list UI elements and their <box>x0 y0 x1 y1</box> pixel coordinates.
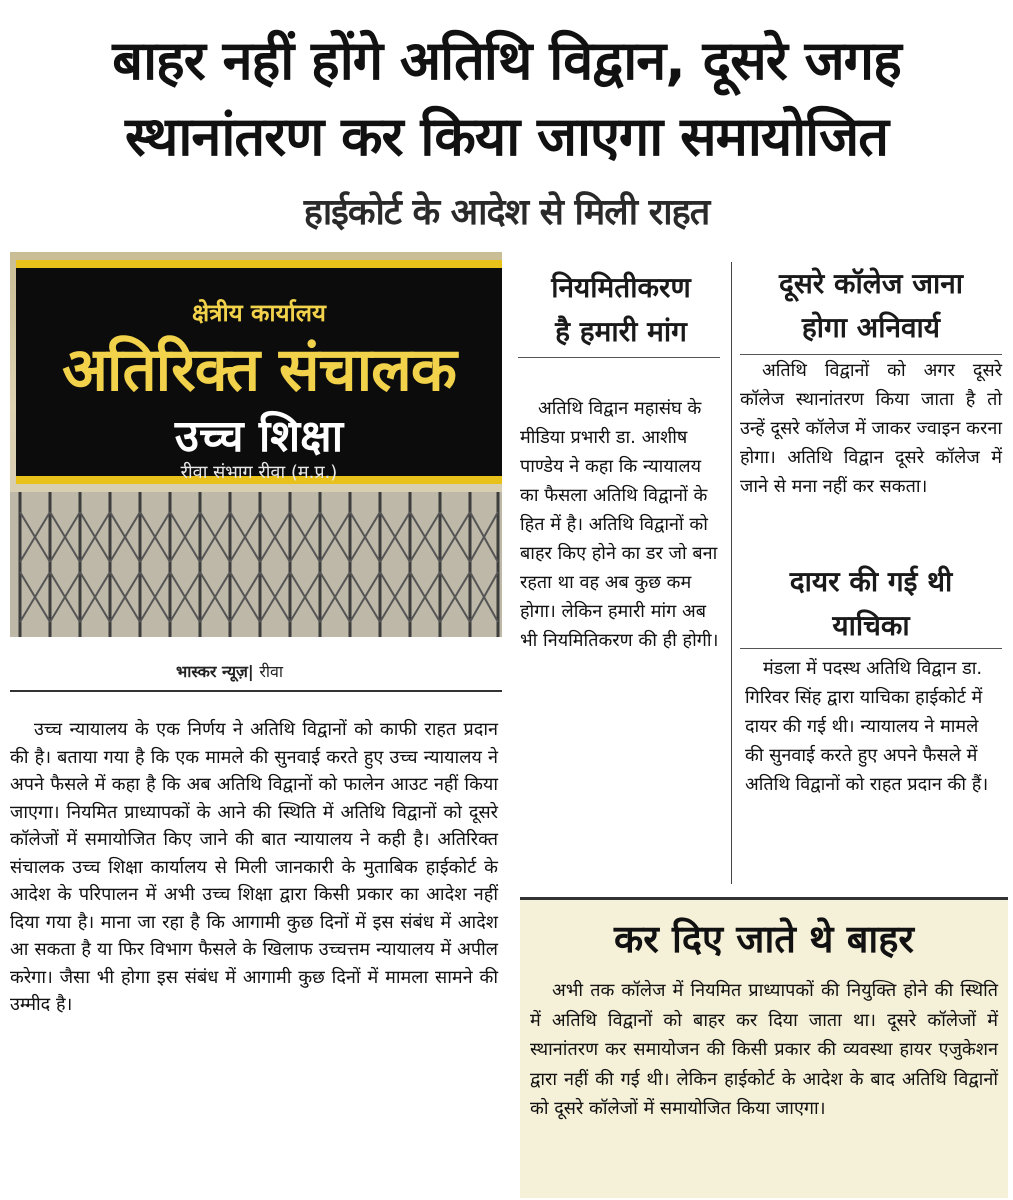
right-heading-2-divider <box>740 648 1002 649</box>
middle-column-heading <box>515 266 727 354</box>
main-article-body: उच्च न्यायालय के एक निर्णय ने अतिथि विद्वानों को काफी राहत प्रदान की है। बताया गया है कि एक मामले की सुनवाई करते हुए उच्च न्यायालय ने अपने फैसले में कहा है कि अब अतिथि विद्वानों को फालेन आउट नहीं किया जाएगा। नियमित प्राध्यापकों के आने की स्थिति में अतिथि विद्वानों को दूसरे कॉलेजों में समायोजित किए जाने की बात न्यायालय ने कही है। अतिरिक्त संचालक उच्च शिक्षा कार्यालय से मिली जानकारी के मुताबिक हाईकोर्ट के आदेश के परिपालन में अभी उच्च शिक्षा द्वारा किसी प्रकार का आदेश नहीं दिया गया है। माना जा रहा है कि आगामी कुछ दिनों में इस संबंध में आदेश आ सकता है या फिर विभाग फैसले के खिलाफ उच्चत्तम न्यायालय में अपील करेगा। जैसा भी होगा इस संबंध में आगामी कुछ दिनों में मामला सामने की उम्मीद है। <box>10 719 498 1015</box>
sign-text-division: रीवा संभाग रीवा (म.प्र.) <box>180 462 338 483</box>
middle-heading-line-1: नियमितीकरण <box>551 271 691 304</box>
right-heading-2-line-1: दायर की गई थी <box>789 565 953 598</box>
byline-separator: | <box>247 662 260 681</box>
right-column-heading-2 <box>738 560 1004 648</box>
middle-column-body: अतिथि विद्वान महासंघ के मीडिया प्रभारी डा. आशीष पाण्डेय ने कहा कि न्यायालय का फैसला अतिथि विद्वानों के हित में है। अतिथि विद्वानों को बाहर किए होने का डर जो बना रहता था वह अब कुछ कम होगा। लेकिन हमारी मांग अब भी नियमितिकरण की ही होगी। <box>520 398 719 651</box>
subheadline: हाईकोर्ट के आदेश से मिली राहत <box>303 192 710 233</box>
column-divider <box>731 262 732 884</box>
right-heading-1-line-1: दूसरे कॉलेज जाना <box>778 267 964 300</box>
sidebar-box <box>520 897 1008 1198</box>
sign-text-additional-director: अतिरिक्त संचालक <box>62 335 456 405</box>
middle-heading-line-2: है हमारी मांग <box>555 315 687 348</box>
headline-line-2: स्थानांतरण कर किया जाएगा समायोजित <box>124 105 889 168</box>
byline <box>176 660 283 682</box>
byline-divider <box>10 690 502 692</box>
collapsible-gate-image <box>10 492 502 637</box>
box-body: अभी तक कॉलेज में नियमित प्राध्यापकों की नियुक्ति होने की स्थिति में अतिथि विद्वानों को बाहर कर दिया जाता था। दूसरे कॉलेजों में स्थानांतरण कर समायोजन की किसी प्रकार की व्यवस्था हायर एजुकेशन द्वारा नहीं की गई थी। लेकिन हाईकोर्ट के आदेश के बाद अतिथि विद्वानों को दूसरे कॉलेजों में समायोजित किया जाएगा। <box>530 980 998 1119</box>
right-heading-1-divider <box>740 354 1002 355</box>
byline-source: भास्कर न्यूज़ <box>176 662 248 681</box>
byline-city: रीवा <box>259 662 284 681</box>
right-heading-2-line-2: याचिका <box>832 609 910 642</box>
sign-text-regional-office: क्षेत्रीय कार्यालय <box>192 299 326 327</box>
right-column-body-2: मंडला में पदस्थ अतिथि विद्वान डा. गिरिवर सिंह द्वारा याचिका हाईकोर्ट में दायर की गई थी। न्यायालय ने मामले की सुनवाई करते हुए अपने फैसले में अतिथि विद्वानों को राहत प्रदान की हैं। <box>745 658 989 795</box>
right-heading-1-line-2: होगा अनिवार्य <box>801 311 941 344</box>
right-column-body-1: अतिथि विद्वानों को अगर दूसरे कॉलेज स्थानांतरण किया जाता है तो उन्हें दूसरे कॉलेज में जाकर ज्वाइन करना होगा। अतिथि विद्वान दूसरे कॉलेज में जाने से मना नहीं कर सकता। <box>740 360 1002 497</box>
headline-line-1: बाहर नहीं होंगे अतिथि विद्वान, दूसरे जगह <box>112 29 901 92</box>
right-column-heading-1 <box>738 262 1004 350</box>
middle-heading-divider <box>518 357 720 358</box>
office-signboard <box>16 260 502 484</box>
sign-text-higher-education: उच्च शिक्षा <box>174 411 344 462</box>
box-title: कर दिए जाते थे बाहर <box>614 917 914 961</box>
office-sign-photo <box>10 252 502 637</box>
